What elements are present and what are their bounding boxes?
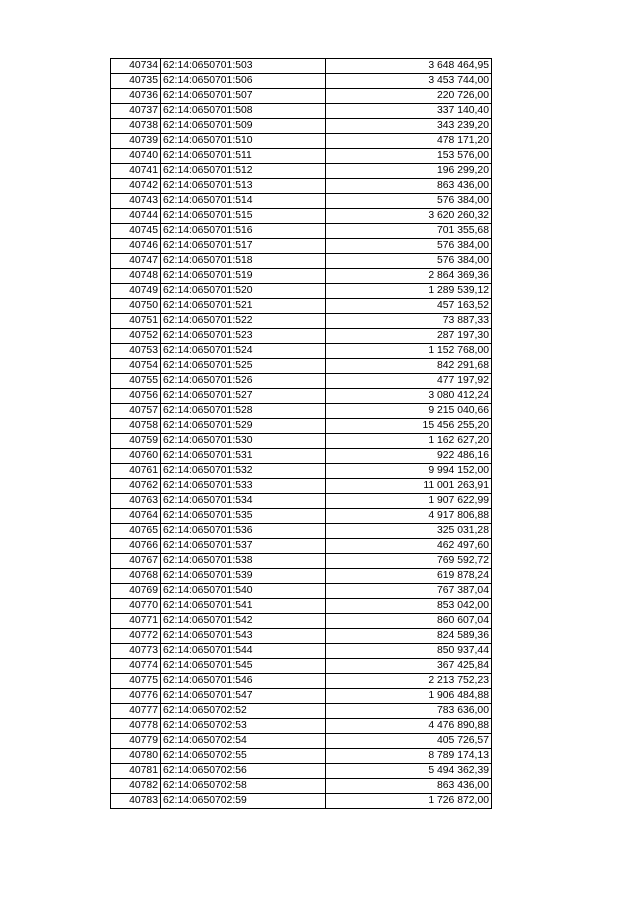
cadastral-number-cell: 62:14:0650701:503 [161, 59, 326, 74]
data-table-body [111, 59, 492, 809]
value-cell: 153 576,00 [326, 149, 492, 164]
cadastral-number-cell: 62:14:0650701:531 [161, 449, 326, 464]
table-row [111, 284, 492, 299]
row-id-cell: 40753 [111, 344, 161, 359]
value-cell: 367 425,84 [326, 659, 492, 674]
table-row [111, 749, 492, 764]
value-cell: 337 140,40 [326, 104, 492, 119]
value-cell: 701 355,68 [326, 224, 492, 239]
cadastral-number-cell: 62:14:0650701:528 [161, 404, 326, 419]
table-row [111, 584, 492, 599]
cadastral-number-cell: 62:14:0650702:58 [161, 779, 326, 794]
row-id-cell: 40764 [111, 509, 161, 524]
table-row [111, 554, 492, 569]
value-cell: 9 994 152,00 [326, 464, 492, 479]
cadastral-number-cell: 62:14:0650702:54 [161, 734, 326, 749]
value-cell: 922 486,16 [326, 449, 492, 464]
cadastral-number-cell: 62:14:0650701:537 [161, 539, 326, 554]
row-id-cell: 40773 [111, 644, 161, 659]
row-id-cell: 40776 [111, 689, 161, 704]
value-cell: 860 607,04 [326, 614, 492, 629]
row-id-cell: 40774 [111, 659, 161, 674]
value-cell: 1 152 768,00 [326, 344, 492, 359]
table-row [111, 254, 492, 269]
value-cell: 462 497,60 [326, 539, 492, 554]
table-row [111, 539, 492, 554]
table-row [111, 524, 492, 539]
row-id-cell: 40751 [111, 314, 161, 329]
row-id-cell: 40737 [111, 104, 161, 119]
row-id-cell: 40734 [111, 59, 161, 74]
cadastral-number-cell: 62:14:0650701:547 [161, 689, 326, 704]
value-cell: 576 384,00 [326, 194, 492, 209]
table-row [111, 374, 492, 389]
row-id-cell: 40761 [111, 464, 161, 479]
row-id-cell: 40735 [111, 74, 161, 89]
table-row [111, 59, 492, 74]
cadastral-number-cell: 62:14:0650702:53 [161, 719, 326, 734]
cadastral-number-cell: 62:14:0650701:532 [161, 464, 326, 479]
value-cell: 405 726,57 [326, 734, 492, 749]
cadastral-number-cell: 62:14:0650701:506 [161, 74, 326, 89]
row-id-cell: 40763 [111, 494, 161, 509]
value-cell: 769 592,72 [326, 554, 492, 569]
cadastral-number-cell: 62:14:0650701:510 [161, 134, 326, 149]
cadastral-number-cell: 62:14:0650701:509 [161, 119, 326, 134]
row-id-cell: 40741 [111, 164, 161, 179]
cadastral-number-cell: 62:14:0650701:524 [161, 344, 326, 359]
row-id-cell: 40780 [111, 749, 161, 764]
table-row [111, 794, 492, 809]
table-row [111, 359, 492, 374]
cadastral-number-cell: 62:14:0650701:538 [161, 554, 326, 569]
value-cell: 1 907 622,99 [326, 494, 492, 509]
cadastral-number-cell: 62:14:0650701:520 [161, 284, 326, 299]
value-cell: 457 163,52 [326, 299, 492, 314]
value-cell: 2 864 369,36 [326, 269, 492, 284]
value-cell: 1 289 539,12 [326, 284, 492, 299]
value-cell: 619 878,24 [326, 569, 492, 584]
row-id-cell: 40740 [111, 149, 161, 164]
table-row [111, 344, 492, 359]
table-row [111, 89, 492, 104]
row-id-cell: 40767 [111, 554, 161, 569]
cadastral-number-cell: 62:14:0650701:535 [161, 509, 326, 524]
row-id-cell: 40752 [111, 329, 161, 344]
row-id-cell: 40746 [111, 239, 161, 254]
cadastral-number-cell: 62:14:0650701:526 [161, 374, 326, 389]
cadastral-number-cell: 62:14:0650701:519 [161, 269, 326, 284]
row-id-cell: 40781 [111, 764, 161, 779]
value-cell: 3 080 412,24 [326, 389, 492, 404]
cadastral-number-cell: 62:14:0650701:533 [161, 479, 326, 494]
row-id-cell: 40744 [111, 209, 161, 224]
table-row [111, 329, 492, 344]
value-cell: 850 937,44 [326, 644, 492, 659]
row-id-cell: 40769 [111, 584, 161, 599]
row-id-cell: 40756 [111, 389, 161, 404]
value-cell: 1 162 627,20 [326, 434, 492, 449]
value-cell: 196 299,20 [326, 164, 492, 179]
table-row [111, 104, 492, 119]
value-cell: 11 001 263,91 [326, 479, 492, 494]
value-cell: 5 494 362,39 [326, 764, 492, 779]
table-row [111, 479, 492, 494]
row-id-cell: 40772 [111, 629, 161, 644]
value-cell: 8 789 174,13 [326, 749, 492, 764]
table-row [111, 689, 492, 704]
cadastral-number-cell: 62:14:0650701:516 [161, 224, 326, 239]
table-row [111, 164, 492, 179]
row-id-cell: 40743 [111, 194, 161, 209]
row-id-cell: 40770 [111, 599, 161, 614]
table-row [111, 419, 492, 434]
cadastral-number-cell: 62:14:0650701:543 [161, 629, 326, 644]
row-id-cell: 40755 [111, 374, 161, 389]
table-row [111, 779, 492, 794]
table-row [111, 734, 492, 749]
value-cell: 478 171,20 [326, 134, 492, 149]
table-row [111, 659, 492, 674]
row-id-cell: 40749 [111, 284, 161, 299]
row-id-cell: 40757 [111, 404, 161, 419]
table-row [111, 614, 492, 629]
value-cell: 4 917 806,88 [326, 509, 492, 524]
value-cell: 15 456 255,20 [326, 419, 492, 434]
row-id-cell: 40762 [111, 479, 161, 494]
cadastral-number-cell: 62:14:0650701:536 [161, 524, 326, 539]
cadastral-number-cell: 62:14:0650701:511 [161, 149, 326, 164]
row-id-cell: 40758 [111, 419, 161, 434]
cadastral-number-cell: 62:14:0650701:542 [161, 614, 326, 629]
row-id-cell: 40778 [111, 719, 161, 734]
value-cell: 3 620 260,32 [326, 209, 492, 224]
row-id-cell: 40777 [111, 704, 161, 719]
value-cell: 9 215 040,66 [326, 404, 492, 419]
cadastral-number-cell: 62:14:0650701:534 [161, 494, 326, 509]
cadastral-number-cell: 62:14:0650701:527 [161, 389, 326, 404]
table-row [111, 239, 492, 254]
table-row [111, 464, 492, 479]
table-row [111, 149, 492, 164]
row-id-cell: 40759 [111, 434, 161, 449]
cadastral-number-cell: 62:14:0650701:514 [161, 194, 326, 209]
value-cell: 576 384,00 [326, 239, 492, 254]
value-cell: 4 476 890,88 [326, 719, 492, 734]
row-id-cell: 40760 [111, 449, 161, 464]
cadastral-number-cell: 62:14:0650701:521 [161, 299, 326, 314]
cadastral-number-cell: 62:14:0650701:517 [161, 239, 326, 254]
row-id-cell: 40766 [111, 539, 161, 554]
cadastral-number-cell: 62:14:0650701:530 [161, 434, 326, 449]
value-cell: 853 042,00 [326, 599, 492, 614]
value-cell: 863 436,00 [326, 779, 492, 794]
value-cell: 220 726,00 [326, 89, 492, 104]
table-row [111, 644, 492, 659]
row-id-cell: 40736 [111, 89, 161, 104]
row-id-cell: 40783 [111, 794, 161, 809]
row-id-cell: 40779 [111, 734, 161, 749]
cadastral-number-cell: 62:14:0650701:507 [161, 89, 326, 104]
table-row [111, 449, 492, 464]
cadastral-number-cell: 62:14:0650701:525 [161, 359, 326, 374]
value-cell: 3 648 464,95 [326, 59, 492, 74]
cadastral-number-cell: 62:14:0650701:529 [161, 419, 326, 434]
row-id-cell: 40771 [111, 614, 161, 629]
table-row [111, 119, 492, 134]
table-row [111, 629, 492, 644]
row-id-cell: 40765 [111, 524, 161, 539]
table-row [111, 209, 492, 224]
row-id-cell: 40782 [111, 779, 161, 794]
cadastral-number-cell: 62:14:0650702:55 [161, 749, 326, 764]
table-row [111, 719, 492, 734]
value-cell: 73 887,33 [326, 314, 492, 329]
cadastral-number-cell: 62:14:0650701:513 [161, 179, 326, 194]
table-row [111, 389, 492, 404]
row-id-cell: 40742 [111, 179, 161, 194]
cadastral-number-cell: 62:14:0650702:56 [161, 764, 326, 779]
data-table [110, 58, 492, 809]
cadastral-number-cell: 62:14:0650701:512 [161, 164, 326, 179]
value-cell: 343 239,20 [326, 119, 492, 134]
value-cell: 783 636,00 [326, 704, 492, 719]
row-id-cell: 40747 [111, 254, 161, 269]
cadastral-number-cell: 62:14:0650701:515 [161, 209, 326, 224]
table-row [111, 179, 492, 194]
value-cell: 824 589,36 [326, 629, 492, 644]
table-row [111, 569, 492, 584]
table-row [111, 764, 492, 779]
value-cell: 842 291,68 [326, 359, 492, 374]
row-id-cell: 40748 [111, 269, 161, 284]
cadastral-number-cell: 62:14:0650701:545 [161, 659, 326, 674]
table-row [111, 299, 492, 314]
table-row [111, 704, 492, 719]
table-row [111, 494, 492, 509]
cadastral-number-cell: 62:14:0650701:522 [161, 314, 326, 329]
table-row [111, 509, 492, 524]
table-row [111, 224, 492, 239]
value-cell: 767 387,04 [326, 584, 492, 599]
value-cell: 863 436,00 [326, 179, 492, 194]
cadastral-number-cell: 62:14:0650702:59 [161, 794, 326, 809]
cadastral-number-cell: 62:14:0650701:546 [161, 674, 326, 689]
row-id-cell: 40775 [111, 674, 161, 689]
value-cell: 3 453 744,00 [326, 74, 492, 89]
table-row [111, 434, 492, 449]
table-row [111, 599, 492, 614]
cadastral-number-cell: 62:14:0650701:540 [161, 584, 326, 599]
cadastral-number-cell: 62:14:0650701:523 [161, 329, 326, 344]
table-row [111, 194, 492, 209]
value-cell: 287 197,30 [326, 329, 492, 344]
row-id-cell: 40739 [111, 134, 161, 149]
value-cell: 325 031,28 [326, 524, 492, 539]
value-cell: 1 726 872,00 [326, 794, 492, 809]
row-id-cell: 40738 [111, 119, 161, 134]
table-row [111, 404, 492, 419]
row-id-cell: 40754 [111, 359, 161, 374]
row-id-cell: 40750 [111, 299, 161, 314]
value-cell: 576 384,00 [326, 254, 492, 269]
cadastral-number-cell: 62:14:0650701:518 [161, 254, 326, 269]
table-row [111, 134, 492, 149]
value-cell: 2 213 752,23 [326, 674, 492, 689]
row-id-cell: 40745 [111, 224, 161, 239]
cadastral-number-cell: 62:14:0650701:508 [161, 104, 326, 119]
cadastral-number-cell: 62:14:0650701:544 [161, 644, 326, 659]
cadastral-number-cell: 62:14:0650701:539 [161, 569, 326, 584]
table-row [111, 269, 492, 284]
table-row [111, 74, 492, 89]
cadastral-number-cell: 62:14:0650701:541 [161, 599, 326, 614]
value-cell: 477 197,92 [326, 374, 492, 389]
table-row [111, 314, 492, 329]
value-cell: 1 906 484,88 [326, 689, 492, 704]
table-row [111, 674, 492, 689]
cadastral-number-cell: 62:14:0650702:52 [161, 704, 326, 719]
row-id-cell: 40768 [111, 569, 161, 584]
